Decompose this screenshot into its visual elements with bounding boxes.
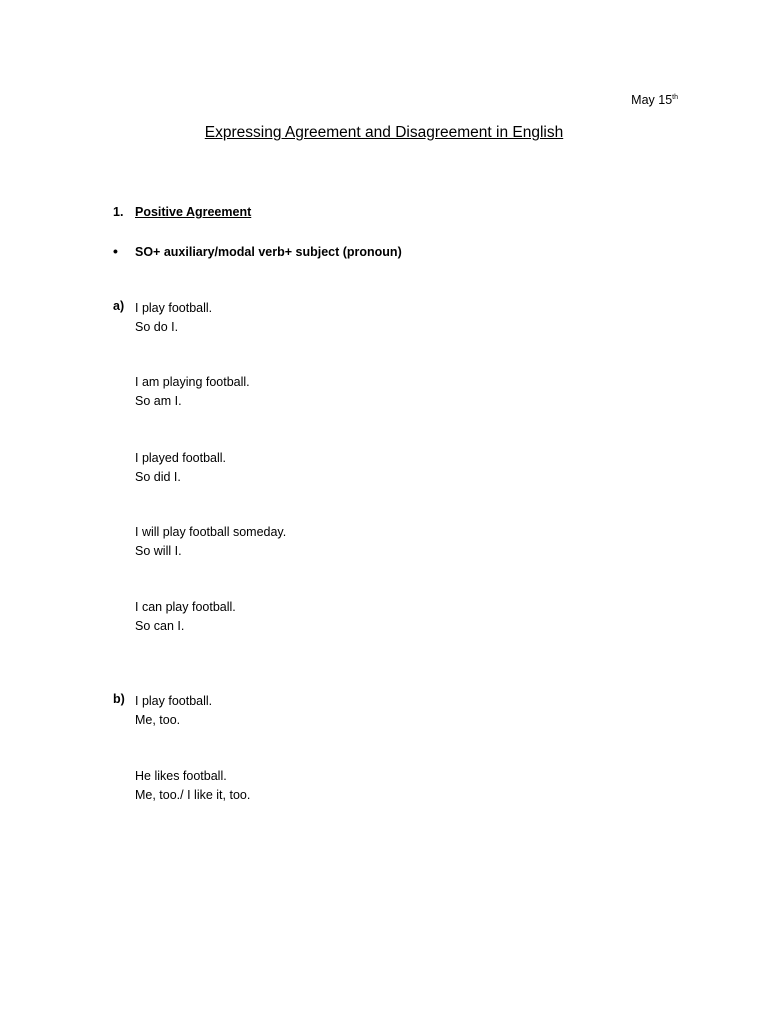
section-number: 1. [113,205,124,219]
example-pair [135,299,635,337]
group-marker: b) [113,692,125,706]
statement-text: I play football. [135,694,213,708]
statement-text: I play football. [135,301,213,315]
response-text: So can I. [135,619,185,633]
example-pair [135,373,635,411]
rule-bullet [113,243,402,259]
document-title: Expressing Agreement and Disagreement in English [204,124,564,141]
group-marker: a) [113,299,125,313]
statement-text: I am playing football. [135,375,250,389]
statement-text: He likes football. [135,769,227,783]
bullet-icon: • [113,243,118,259]
date-line [631,93,678,107]
response-text: So am I. [135,394,182,408]
response-text: Me, too. [135,713,181,727]
rule-text: SO+ auxiliary/modal verb+ subject (pronoun) [135,245,402,259]
example-pair [135,692,635,730]
statement-text: I can play football. [135,600,236,614]
date-text: May 15 [631,93,673,107]
example-pair [135,598,635,636]
example-pair [135,523,635,561]
example-pair [135,767,635,805]
section-heading-text: Positive Agreement [135,205,252,219]
date-superscript: th [672,93,678,101]
response-text: So do I. [135,320,179,334]
section-heading [113,205,251,219]
response-text: Me, too./ I like it, too. [135,788,251,802]
statement-text: I played football. [135,451,227,465]
example-pair [135,449,635,487]
statement-text: I will play football someday. [135,525,287,539]
response-text: So will I. [135,544,182,558]
response-text: So did I. [135,470,181,484]
